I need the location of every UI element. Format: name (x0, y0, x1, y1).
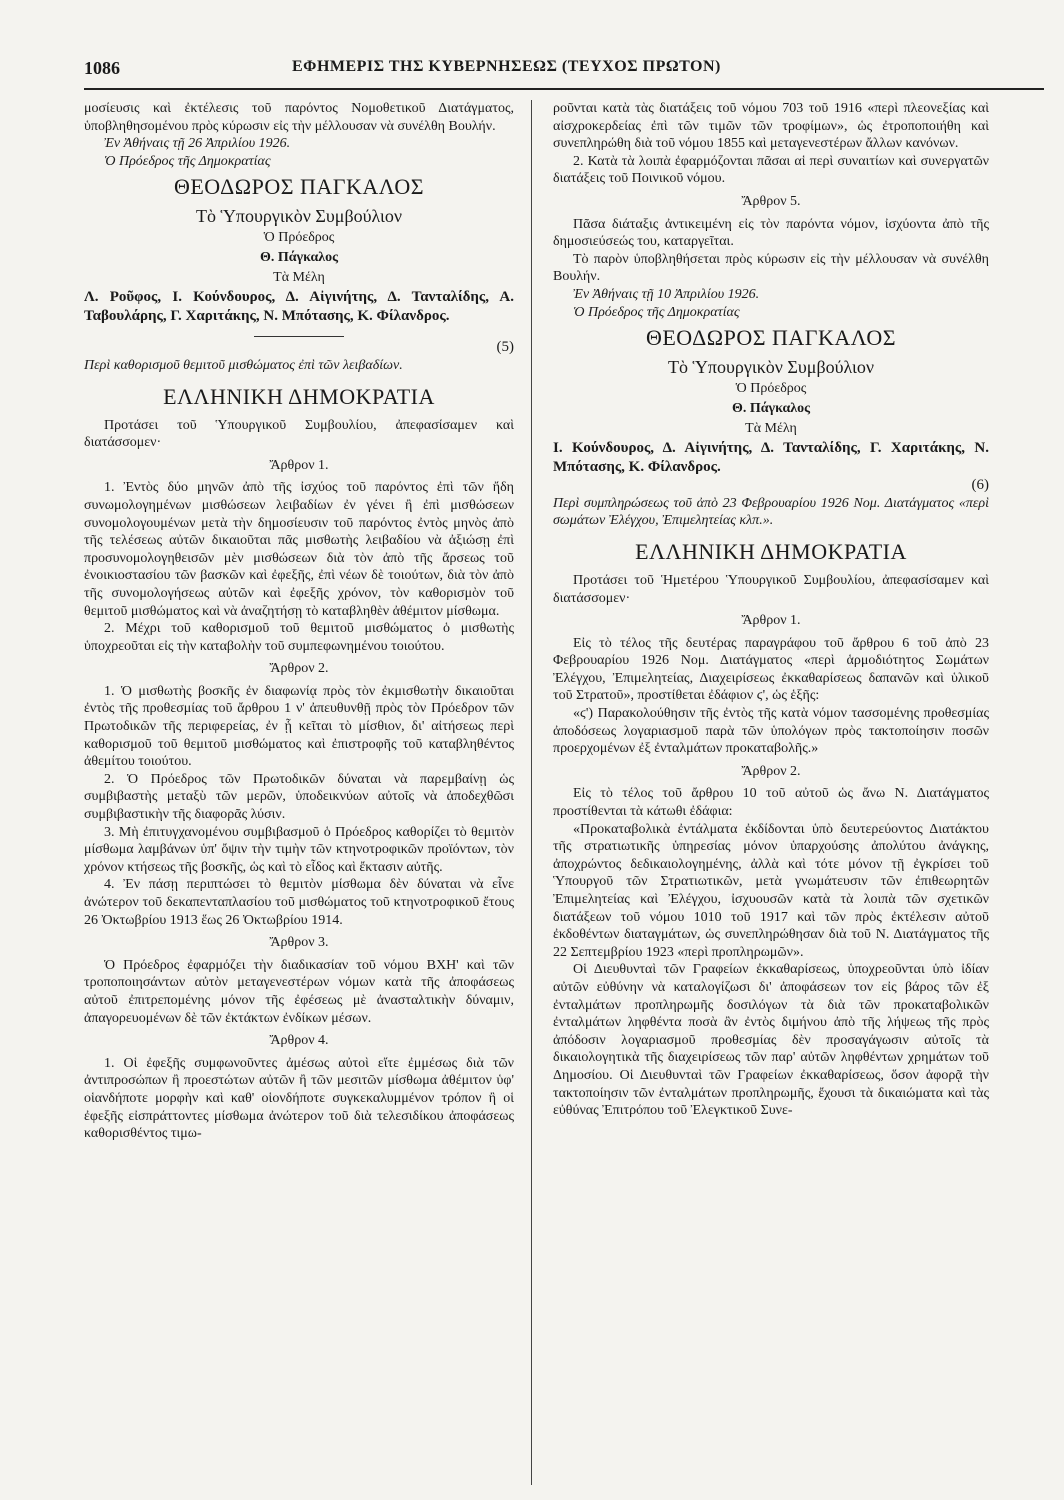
paragraph: 1. Ὁ μισθωτὴς βοσκῆς ἐν διαφωνίᾳ πρὸς τὸν ἐκμισθωτὴν δικαιοῦται ἐντὸς τῆς προθεσμίας τοῦ ἄρθρου 1 ν' ἀπευθυνθῇ πρὸς τὸν Πρόεδρον τῶν Πρωτοδικῶν τῆς περιφερείας, ἐν ᾗ κεῖται τὸ μίσθιον, δι' αἰτήσεως περὶ καθορισμοῦ τοῦ θεμιτοῦ μισθώματος καὶ ἐπιστροφῆς τοῦ καταβληθέντος ἀθεμίτου τοιούτου. (84, 683, 514, 770)
page-number: 1086 (84, 58, 120, 78)
paragraph: «Προκαταβολικὰ ἐντάλματα ἐκδίδονται ὑπὸ δευτερεύοντος Διατάκτου τῆς στρατιωτικῆς ὑπηρεσίας μόνον ὑπαρχούσης ἀπολύτου ἀνάγκης, ἀποχρώντος δεδικαιολογημένης, ἀλλὰ καὶ τότε μόνον τῇ ἐγκρίσει τοῦ Ὑπουργοῦ τῶν Στρατιωτικῶν, μετὰ γνωμάτευσιν τῶν ἐπιθεωρητῶν Ἐπιμελητείας καὶ Ἐλέγχου, ἰσχυουσῶν κατὰ τὰ λοιπὰ τῶν σχετικῶν διατάξεων τοῦ νόμου 1010 τοῦ 1917 καὶ τῶν πρὸς ἐκτέλεσιν αὐτοῦ ἐκδοθέντων διαταγμάτων, ὡς συνεπληρώθησαν διὰ τοῦ Ν. Διατάγματος τῆς 22 Σεπτεμβρίου 1923 «περὶ προπληρωμῶν». (553, 821, 989, 960)
continuation-text: μοσίευσις καὶ ἐκτέλεσις τοῦ παρόντος Νομοθετικοῦ Διατάγματος, ὑποβληθησομένου πρὸς κύρωσιν εἰς τὴν μέλλουσαν νὰ συνέλθη Βουλήν. (84, 101, 514, 134)
date-line: Ἐν Ἀθήναις τῇ 26 Ἀπριλίου 1926. (104, 136, 291, 152)
decree-title: ΕΛΛΗΝΙΚΗ ΔΗΜΟΚΡΑΤΙΑ (163, 383, 435, 409)
date-line: Ἐν Ἀθήναις τῇ 10 Ἀπριλίου 1926. (573, 286, 760, 302)
paragraph: 3. Μὴ ἐπιτυγχανομένου συμβιβασμοῦ ὁ Πρόεδρος καθορίζει τὸ θεμιτὸν μίσθωμα λαμβάνων ὑπ' ὄψιν τὴν τιμὴν τῶν κτηνοτροφικῶν προϊόντων, τὸν χρόνον κτήσεως τῆς βοσκῆς, ὡς καὶ τὸ εἶδος καὶ ἔκτασιν αὐτῆς. (84, 824, 514, 875)
members-label: Τὰ Μέλη (273, 270, 325, 286)
council-title: Τὸ Ὑπουργικὸν Συμβούλιον (667, 357, 875, 378)
article-heading: Ἄρθρον 3. (269, 935, 329, 951)
paragraph: 2. Μέχρι τοῦ καθορισμοῦ τοῦ θεμιτοῦ μισθώματος ὁ μισθωτὴς ὑποχρεοῦται εἰς τὴν καταβολὴν τοῦ συμπεφωνημένου τοιούτου. (84, 621, 514, 654)
decree-intro: Προτάσει τοῦ Ὑπουργικοῦ Συμβουλίου, ἀπεφασίσαμεν καὶ διατάσσομεν· (84, 417, 514, 451)
members-list: Λ. Ροῦφος, Ι. Κούνδουρος, Δ. Αἰγινήτης, Δ. Τανταλίδης, Α. Ταβουλάρης, Γ. Χαριτάκης, Ν. Μπότασης, Κ. Φίλανδρος. (84, 289, 514, 325)
continuation-text: ροῦνται κατὰ τὰς διατάξεις τοῦ νόμου 703 τοῦ 1916 «περὶ πλεονεξίας καὶ αἰσχροκερδείας ἐπὶ τῶν τιμῶν τῶν τροφίμων», ὡς ἐτροποποιήθη καὶ συνεπληρώθη διὰ τοῦ νόμου 1855 καὶ μεταγενεστέρων ἄλλων κανόνων. (553, 101, 989, 152)
article-heading: Ἄρθρον 1. (741, 613, 801, 629)
right-column (553, 100, 989, 1120)
council-president-name: Θ. Πάγκαλος (731, 401, 811, 417)
paragraph: 1. Οἱ ἐφεξῆς συμφωνοῦντες ἀμέσως αὐτοὶ εἴτε ἐμμέσως διὰ τῶν ἀντιπροσώπων ἢ προεστώτων αὐτῶν ἢ τῶν μεσιτῶν μίσθωμα ἀθέμιτον ὑφ' οἱανδήποτε μορφὴν καὶ καθ' οἱονδήποτε συγκεκαλυμμένον τρόπον ἢ οἱ ἐφεξῆς εἰσπράττοντες μίσθωμα ἀνώτερον τοῦ διὰ τελεσιδίκου ἀποφάσεως καθορισθέντος τιμω- (84, 1055, 514, 1142)
paragraph: 4. Ἐν πάσῃ περιπτώσει τὸ θεμιτὸν μίσθωμα δὲν δύναται νὰ εἶνε ἀνώτερον τοῦ δεκαπενταπλασίου τοῦ μισθώματος τοῦ κτηνοτροφικοῦ ἔτους 26 Ὀκτωβρίου 1913 ἕως 26 Ὀκτωβρίου 1914. (84, 877, 514, 928)
header-rule (84, 88, 1044, 90)
president-name: ΘΕΟΔΩΡΟΣ ΠΑΓΚΑΛΟΣ (645, 325, 897, 351)
paragraph: 2. Κατὰ τὰ λοιπὰ ἐφαρμόζονται πᾶσαι αἱ περὶ συναιτίων καὶ συνεργατῶν διατάξεις τοῦ Ποινικοῦ νόμου. (553, 153, 989, 187)
page-header (84, 56, 1044, 86)
members-label: Τὰ Μέλη (745, 421, 797, 437)
left-column (84, 100, 514, 1143)
decree-intro: Προτάσει τοῦ Ἡμετέρου Ὑπουργικοῦ Συμβουλίου, ἀπεφασίσαμεν καὶ διατάσσομεν· (553, 572, 989, 606)
paragraph: «ϛ') Παρακολούθησιν τῆς ἐντὸς τῆς κατὰ νόμον τασσομένης προθεσμίας ἀποδόσεως λογαριασμοῦ παρὰ τῶν ὑπολόγων πρὸς τακτοποίησιν ποσῶν προερχομένων ἐξ ἐνταλμάτων προκαταβολῆς.» (553, 706, 989, 757)
article-heading: Ἄρθρον 2. (269, 661, 329, 677)
paragraph: Εἰς τὸ τέλος τῆς δευτέρας παραγράφου τοῦ ἄρθρου 6 τοῦ ἀπὸ 23 Φεβρουαρίου 1926 Νομ. Διατάγματος «περὶ ἁρμοδιότητος Σωμάτων Ἐλέγχου, Ἐπιμελητείας, Διαχειρίσεως ἐκκαθαρίσεως δαπανῶν καὶ ὑλικοῦ τοῦ Στρατοῦ», προστίθεται ἐδάφιον ϛ', ὡς ἑξῆς: (553, 635, 989, 704)
paragraph: Ὁ Πρόεδρος ἐφαρμόζει τὴν διαδικασίαν τοῦ νόμου ΒΧΗ' καὶ τῶν τροποποιησάντων αὐτὸν μεταγενεστέρων νόμων κατὰ τῆς ἀποφάσεως αὐτοῦ ἐπιτρεπομένης μόνον τῆς ἐφέσεως μὲ ἀνασταλτικὴν δύναμιν, ἀπαγορευομένων δὲ τῶν ἐκτάκτων ἐνδίκων μέσων. (84, 957, 514, 1026)
council-president-name: Θ. Πάγκαλος (259, 250, 339, 266)
column-divider (531, 100, 532, 1485)
decree-number: (6) (971, 477, 989, 494)
president-label: Ὁ Πρόεδρος τῆς Δημοκρατίας (573, 304, 740, 320)
paragraph: Οἱ Διευθυνταὶ τῶν Γραφείων ἐκκαθαρίσεως, ὑποχρεοῦνται ὑπὸ ἰδίαν αὐτῶν εὐθύνην νὰ καταλογίζωσι δι' ἀποφάσεων τον εἰς βάρος τῶν ἐξ ἐνταλμάτων προπληρωμῆς δοσιλόγων τὰ διὰ τῶν προκαταβολικῶν ἐνταλμάτων ληφθέντα ποσὰ ἂν ἐντὸς διμήνου ἀπὸ τῆς λήψεως τῆς πρὸς ἀπόδοσιν λογαριασμοῦ προθεσμίας δὲν προσαγάγωσιν αὐτοῖς τὰ δικαιολογητικὰ τῆς διαχειρίσεως τῶν παρ' αὐτῶν ληφθέντων χρημάτων τοῦ Δημοσίου. Οἱ Διευθυνταὶ τῶν Γραφείων ἐκκαθαρίσεως, ὅσον ἀφορᾷ τὴν τακτοποίησιν τῶν ἐνταλμάτων προπληρωμῆς, ἔχουσι τὰ δικαιώματα καὶ τὰς εὐθύνας Ἐπιτρόπου τοῦ Ἐλεγκτικοῦ Συνε- (553, 962, 989, 1119)
members-list: Ι. Κούνδουρος, Δ. Αἰγινήτης, Δ. Τανταλίδης, Γ. Χαριτάκης, Ν. Μπότασης, Κ. Φίλανδρος. (553, 440, 989, 476)
decree-subject: Περὶ συμπληρώσεως τοῦ ἀπὸ 23 Φεβρουαρίου 1926 Νομ. Διατάγματος «περὶ σωμάτων Ἐλέγχου, Ἐπιμελητείας κλπ.». (553, 495, 989, 529)
council-president-label: Ὁ Πρόεδρος (735, 381, 807, 397)
section-rule (254, 336, 344, 337)
paragraph: Εἰς τὸ τέλος τοῦ ἄρθρου 10 τοῦ αὐτοῦ ὡς ἄνω Ν. Διατάγματος προστίθενται τὰ κάτωθι ἐδάφια: (553, 786, 989, 820)
council-title: Τὸ Ὑπουργικὸν Συμβούλιον (195, 206, 403, 227)
president-label: Ὁ Πρόεδρος τῆς Δημοκρατίας (104, 153, 271, 169)
paragraph: Τὸ παρὸν ὑποβληθήσεται πρὸς κύρωσιν εἰς τὴν μέλλουσαν νὰ συνέλθη Βουλήν. (553, 251, 989, 285)
article-heading: Ἄρθρον 1. (269, 457, 329, 473)
article-heading: Ἄρθρον 5. (741, 193, 801, 209)
president-name: ΘΕΟΔΩΡΟΣ ΠΑΓΚΑΛΟΣ (173, 174, 425, 200)
paragraph: 2. Ὁ Πρόεδρος τῶν Πρωτοδικῶν δύναται νὰ παρεμβαίνῃ ὡς συμβιβαστὴς μεταξὺ τῶν μερῶν, ὑποδεικνύων αὐτοῖς νὰ ἀποδεχθῶσι συμβιβαστικὴν τῆς διαφορᾶς λύσιν. (84, 771, 514, 823)
article-heading: Ἄρθρον 2. (741, 763, 801, 779)
decree-title: ΕΛΛΗΝΙΚΗ ΔΗΜΟΚΡΑΤΙΑ (635, 538, 907, 564)
article-heading: Ἄρθρον 4. (269, 1033, 329, 1049)
running-title: ΕΦΗΜΕΡΙΣ ΤΗΣ ΚΥΒΕΡΝΗΣΕΩΣ (ΤΕΥΧΟΣ ΠΡΩΤΟΝ) (292, 58, 721, 75)
decree-number: (5) (496, 339, 514, 356)
paragraph: 1. Ἐντὸς δύο μηνῶν ἀπὸ τῆς ἰσχύος τοῦ παρόντος ἐπὶ τῶν ἤδη συνωμολογημένων μισθώσεων λειβαδίων ἐν γένει ἢ ἐπὶ μισθώσεων συνομολογουμένων μετὰ τὴν δημοσίευσιν τοῦ παρόντος ἐντὸς μηνὸς ἀπὸ τῆς τελέσεως αὐτῶν δικαιοῦται πᾶς μισθωτὴς λειβαδίου νὰ ἀξιώσῃ ἐπὶ προσυνομολογηθεισῶν μὲν μισθώσεων διὰ τὸν ἀπὸ τῆς ἄρσεως τοῦ ἐνοικιοστασίου τῶν βασκῶν καὶ ἐφεξῆς, ἐπὶ νέων δὲ τοιούτων, διὰ τὸν ἀπὸ τῆς συνομολογήσεως αὐτῶν καὶ ἐφεξῆς χρόνον, τὸν καθορισμὸν τοῦ θεμιτοῦ μισθώματος καὶ νὰ ἀναζητήσῃ τὸ καταβληθὲν ἀθέμιτον μίσθωμα. (84, 480, 514, 619)
decree-subject: Περὶ καθορισμοῦ θεμιτοῦ μισθώματος ἐπὶ τῶν λειβαδίων. (84, 357, 403, 373)
paragraph: Πᾶσα διάταξις ἀντικειμένη εἰς τὸν παρόντα νόμον, ἰσχύοντα ἀπὸ τῆς δημοσιεύσεώς του, καταργεῖται. (553, 216, 989, 250)
council-president-label: Ὁ Πρόεδρος (263, 230, 335, 246)
